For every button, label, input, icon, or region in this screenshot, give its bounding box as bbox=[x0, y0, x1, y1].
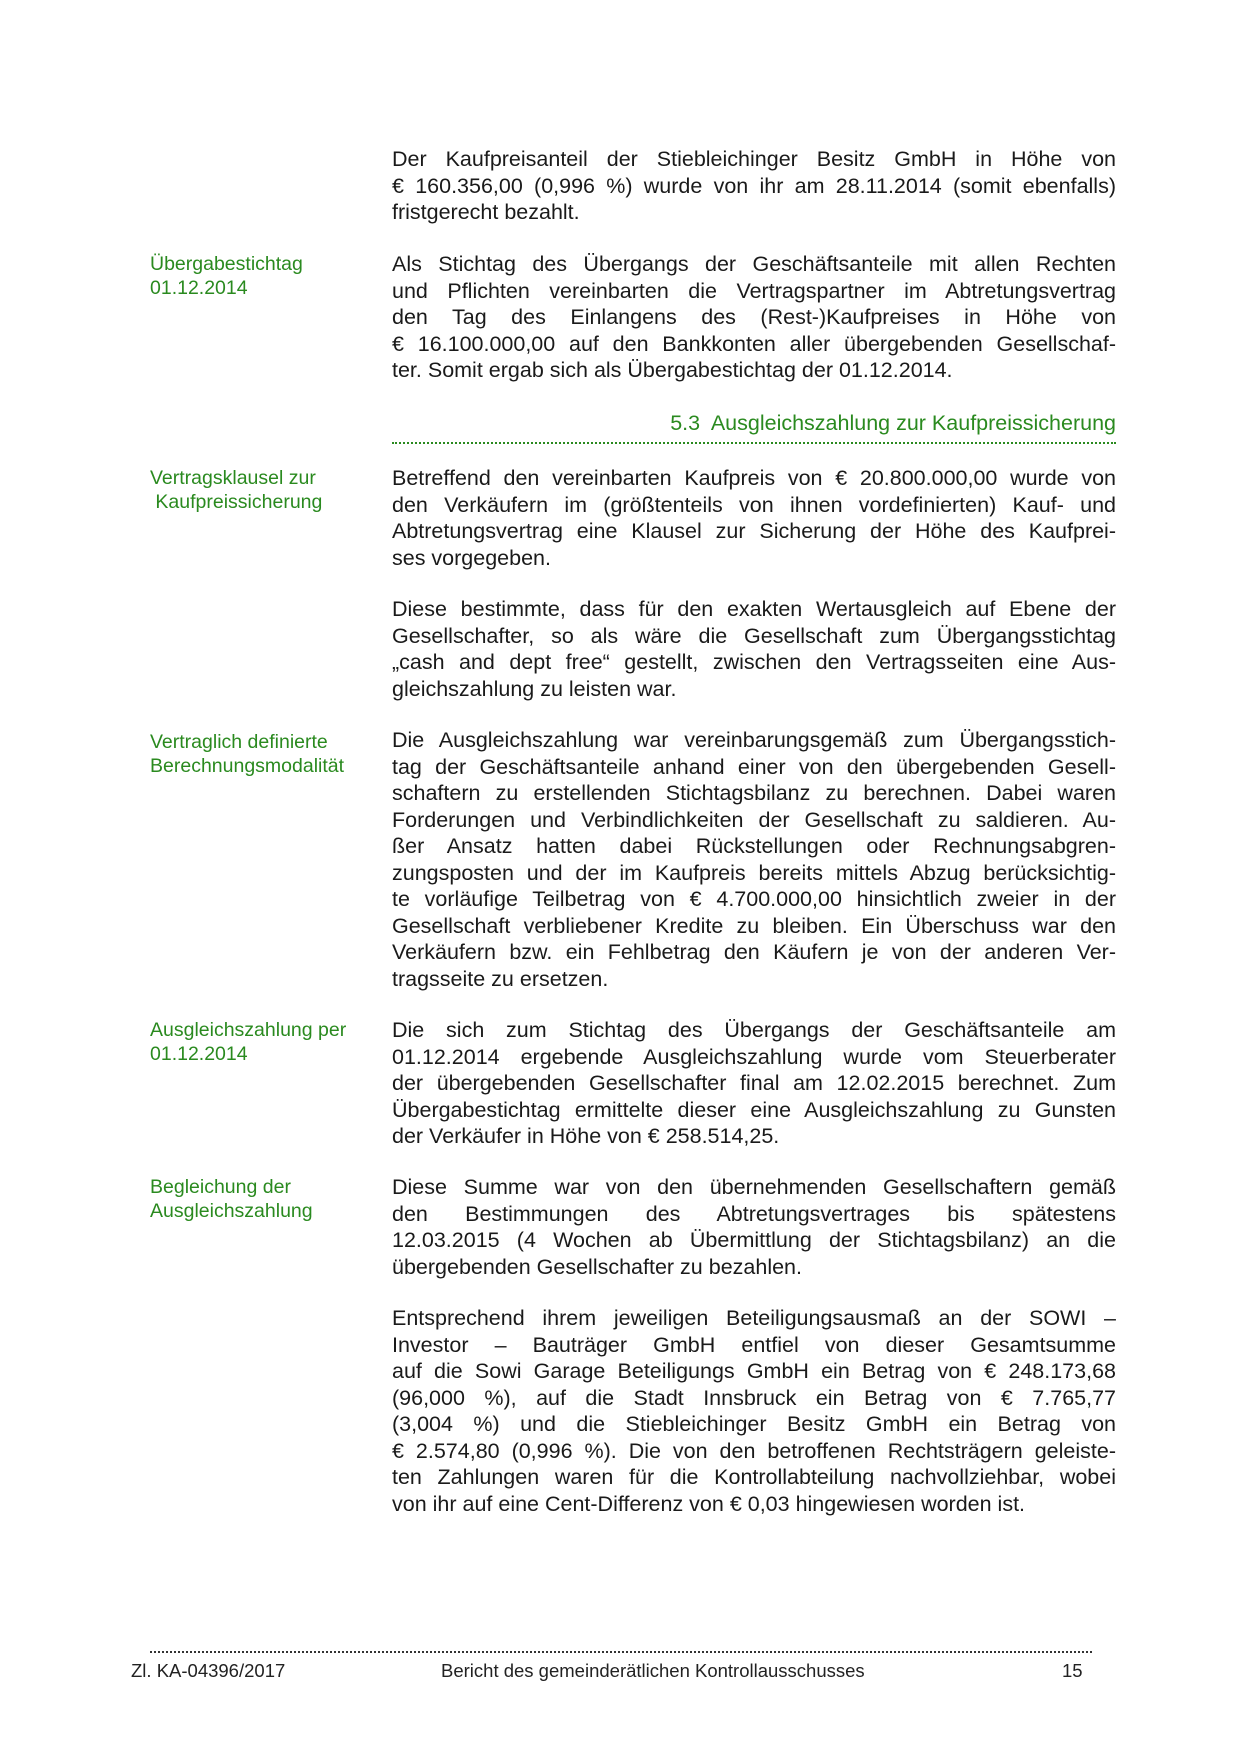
paragraph-stichtag: Als Stichtag des Übergangs der Geschäftsanteile mit allen Rechten und Pflichten vereinbarten die Vertragspartner im Abtretungsvertrag den Tag des Einlangens des (Rest-)Kaufpreises in Höhe von € 16.100.000,00 auf den Bankkonten aller übergebenden Gesellschaf- ter. Somit ergab sich als Übergabestichtag der 01.12.2014. bbox=[392, 252, 1116, 382]
paragraph-wertausgleich: Diese bestimmte, dass für den exakten Wertausgleich auf Ebene der Gesellschafter, so als wäre die Gesellschaft zum Übergangsstichtag „cash and dept free“ gestellt, zwischen den Vertragsseiten eine Aus- gleichszahlung zu leisten war. bbox=[392, 597, 1116, 701]
margin-note-begleichung: Begleichung der Ausgleichszahlung bbox=[150, 1176, 313, 1222]
margin-note-vertragsklausel: Vertragsklausel zur Kaufpreissicherung bbox=[150, 467, 323, 513]
paragraph-ausgleichszahlung-berechnet: Die sich zum Stichtag des Übergangs der Geschäftsanteile am 01.12.2014 ergebende Ausgleichszahlung wurde vom Steuerberater der übergebenden Gesellschafter final am 12.02.2015 berechnet. Zum Übergabestichtag ermittelte dieser eine Ausgleichszahlung zu Gunsten der Verkäufer in Höhe von € 258.514,25. bbox=[392, 1018, 1116, 1148]
footer-title: Bericht des gemeinderätlichen Kontrollausschusses bbox=[441, 1660, 865, 1681]
paragraph-beteiligungsausmass: Entsprechend ihrem jeweiligen Beteiligungsausmaß an der SOWI – Investor – Bauträger GmbH entfiel von dieser Gesamtsumme auf die Sowi Garage Beteiligungs GmbH ein Betrag von € 248.173,68 (96,000 %), auf die Stadt Innsbruck ein Betrag von € 7.765,77 (3,004 %) und die Stiebleichinger Besitz GmbH ein Betrag von € 2.574,80 (0,996 %). Die von den betroffenen Rechtsträgern geleiste- ten Zahlungen waren für die Kontrollabteilung nachvollziehbar, wobei von ihr auf eine Cent-Differenz von € 0,03 hingewiesen worden ist. bbox=[392, 1306, 1116, 1516]
section-heading: 5.3 Ausgleichszahlung zur Kaufpreissicherung bbox=[670, 411, 1116, 435]
page-number: 15 bbox=[1062, 1660, 1083, 1681]
margin-note-ausgleichszahlung-per: Ausgleichszahlung per 01.12.2014 bbox=[150, 1019, 347, 1065]
paragraph-summe-bezahlen: Diese Summe war von den übernehmenden Gesellschaftern gemäß den Bestimmungen des Abtretungsvertrages bis spätestens 12.03.2015 (4 Wochen ab Übermittlung der Stichtagsbilanz) an die übergebenden Gesellschafter zu bezahlen. bbox=[392, 1175, 1116, 1279]
footer-rule bbox=[150, 1651, 1092, 1653]
margin-note-berechnungsmodalitaet: Vertraglich definierte Berechnungsmodalität bbox=[150, 731, 345, 777]
paragraph-kaufpreis-klausel: Betreffend den vereinbarten Kaufpreis von € 20.800.000,00 wurde von den Verkäufern im (größtenteils von ihnen vordefinierten) Kauf- und Abtretungsvertrag eine Klausel zur Sicherung der Höhe des Kaufprei- ses vorgegeben. bbox=[392, 466, 1116, 570]
margin-note-uebergabestichtag: Übergabestichtag 01.12.2014 bbox=[150, 253, 303, 299]
section-heading-rule bbox=[392, 442, 1116, 444]
paragraph-kaufpreisanteil: Der Kaufpreisanteil der Stiebleichinger Besitz GmbH in Höhe von € 160.356,00 (0,996 %) wurde von ihr am 28.11.2014 (somit ebenfalls) fristgerecht bezahlt. bbox=[392, 147, 1116, 224]
footer-reference: Zl. KA-04396/2017 bbox=[131, 1660, 286, 1681]
paragraph-berechnung: Die Ausgleichszahlung war vereinbarungsgemäß zum Übergangsstich- tag der Geschäftsanteile anhand einer von den übergebenden Gesell- schaftern zu erstellenden Stichtagsbilanz zu berechnen. Dabei waren Forderungen und Verbindlichkeiten der Gesellschaft zu saldieren. Au- ßer Ansatz hatten dabei Rückstellungen oder Rechnungsabgren- zungsposten und der im Kaufpreis bereits mittels Abzug berücksichtig- te vorläufige Teilbetrag von € 4.700.000,00 hinsichtlich zweier in der Gesellschaft verbliebener Kredite zu bleiben. Ein Überschuss war den Verkäufern bzw. ein Fehlbetrag den Käufern je von der anderen Ver- tragsseite zu ersetzen. bbox=[392, 728, 1116, 991]
